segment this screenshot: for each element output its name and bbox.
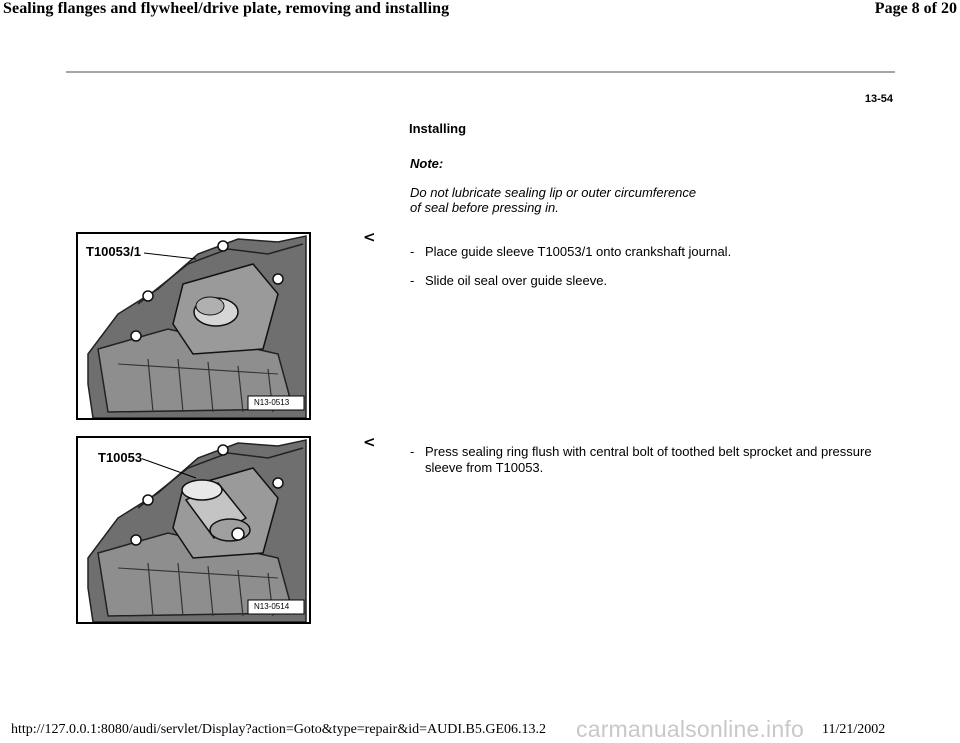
step-item bbox=[410, 444, 880, 476]
step-text: Slide oil seal over guide sleeve. bbox=[425, 273, 608, 288]
image-code: N13-0513 bbox=[254, 398, 290, 407]
step-item bbox=[410, 244, 860, 260]
step-bullet: - bbox=[410, 244, 415, 259]
engine-illustration-1 bbox=[78, 234, 309, 418]
manual-page-number: 13-54 bbox=[864, 93, 893, 105]
image-code: N13-0514 bbox=[254, 602, 290, 611]
footer-date: 11/21/2002 bbox=[822, 722, 886, 737]
step-bullet: - bbox=[410, 273, 415, 288]
step-item bbox=[410, 273, 860, 289]
figure-press-seal bbox=[76, 436, 311, 624]
step-text: Press sealing ring flush with central bolt of toothed belt sprocket and pressure sleeve from T10053. bbox=[425, 444, 872, 475]
figure-guide-sleeve bbox=[76, 232, 311, 420]
step-text: Place guide sleeve T10053/1 onto crankshaft journal. bbox=[425, 244, 732, 259]
footer-url[interactable]: http://127.0.0.1:8080/audi/servlet/Display?action=Goto&type=repair&id=AUDI.B5.GE06.13.2 bbox=[11, 722, 546, 737]
figure-pointer-icon: < bbox=[363, 433, 376, 451]
page-indicator: Page 8 of 20 bbox=[874, 0, 957, 17]
step-bullet: - bbox=[410, 444, 415, 459]
watermark: carmanualsonline.info bbox=[576, 716, 804, 742]
note-label: Note: bbox=[410, 156, 444, 171]
tool-label: T10053/1 bbox=[86, 244, 141, 259]
document-title: Sealing flanges and flywheel/drive plate, removing and installing bbox=[3, 0, 450, 17]
figure-pointer-icon: < bbox=[363, 228, 376, 246]
tool-label: T10053 bbox=[98, 450, 143, 465]
header-divider bbox=[66, 71, 895, 73]
note-text: Do not lubricate sealing lip or outer circumference of seal before pressing in. bbox=[410, 185, 697, 215]
section-heading: Installing bbox=[409, 121, 467, 136]
engine-illustration-2 bbox=[78, 438, 309, 622]
